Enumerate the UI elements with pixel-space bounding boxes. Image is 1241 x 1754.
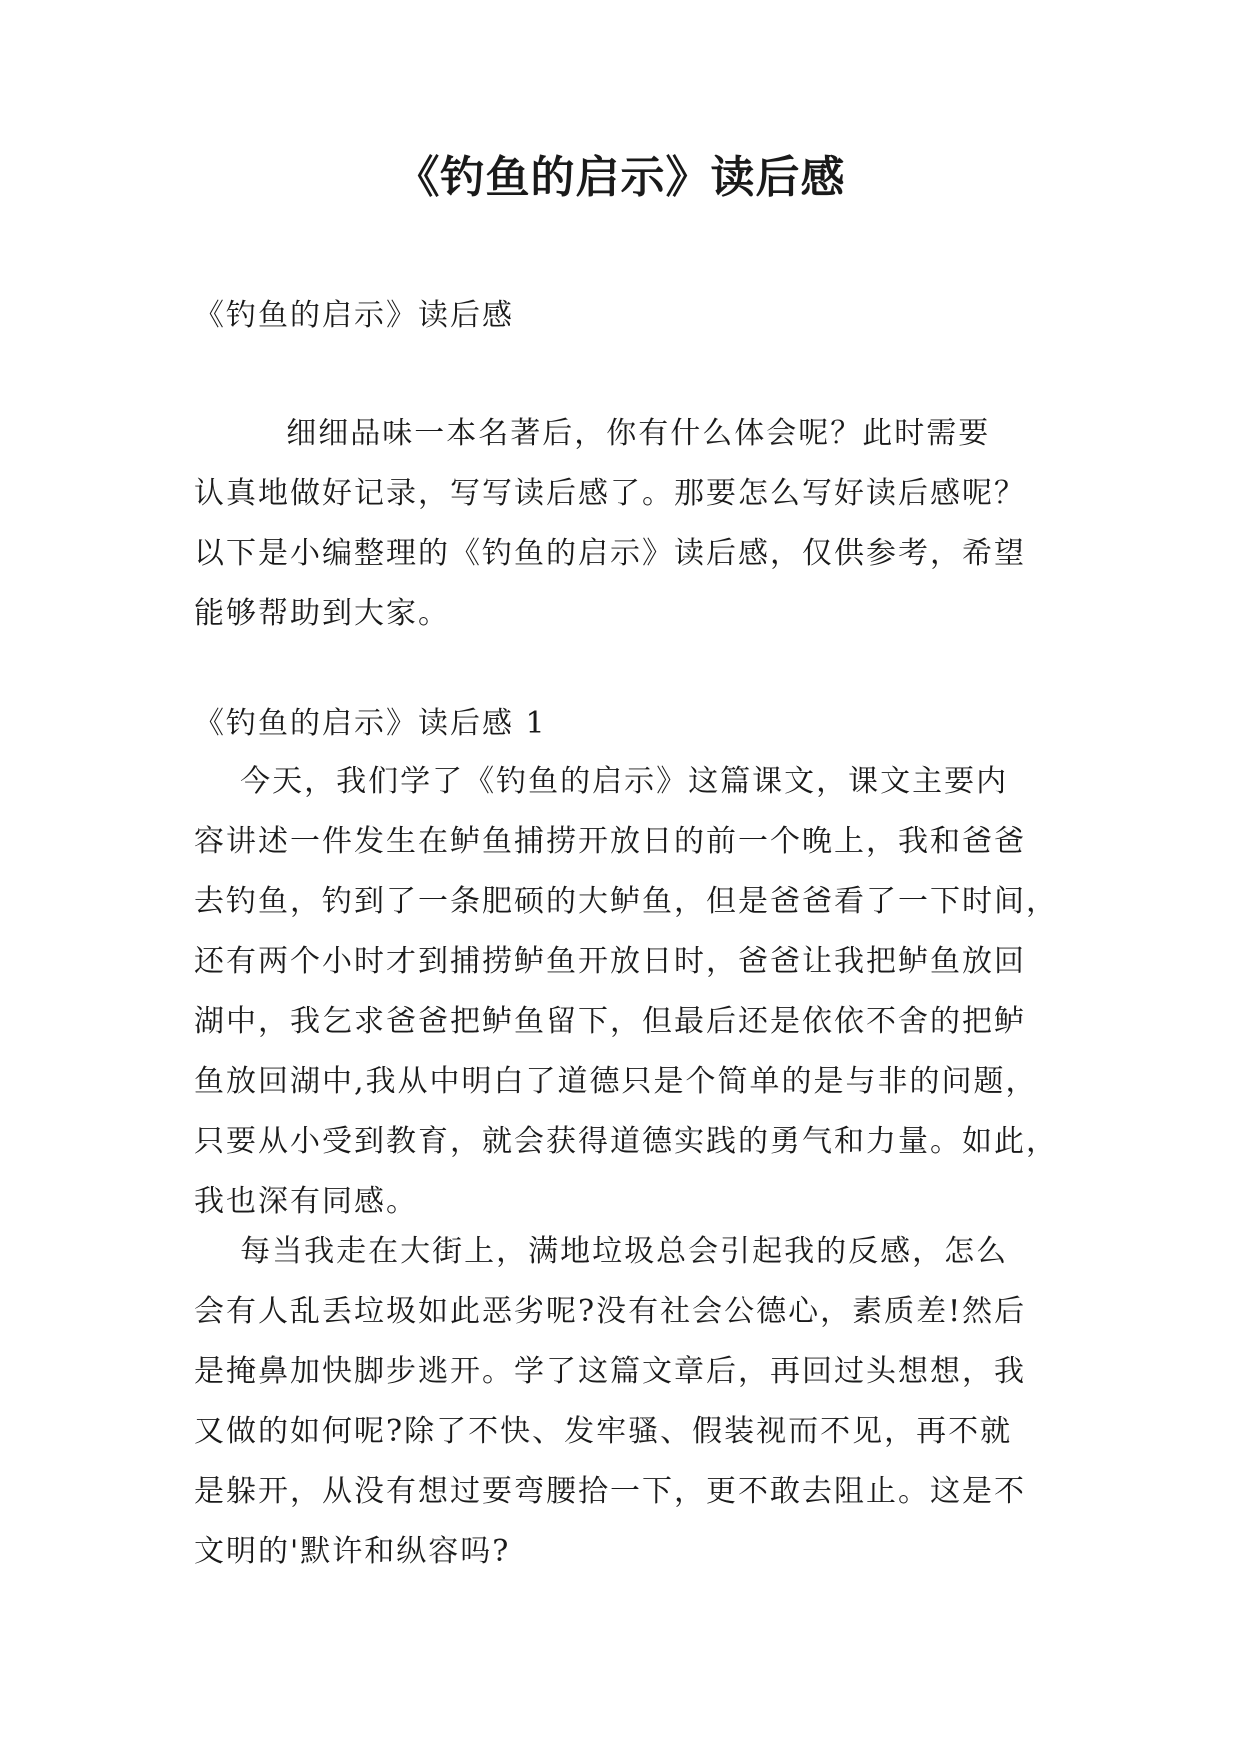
document-title: 《钓鱼的启示》读后感 <box>395 152 846 203</box>
paragraph-line: 还有两个小时才到捕捞鲈鱼开放日时，爸爸让我把鲈鱼放回 <box>194 944 1026 979</box>
paragraph-line: 鱼放回湖中,我从中明白了道德只是个简单的是与非的问题， <box>194 1064 1038 1099</box>
body-paragraph-1 <box>194 752 1058 1232</box>
paragraph-line: 文明的'默许和纵容吗? <box>194 1534 511 1569</box>
paragraph-line: 只要从小受到教育，就会获得道德实践的勇气和力量。如此， <box>194 1124 1058 1159</box>
body-paragraph-2 <box>194 1222 1052 1582</box>
paragraph-line: 去钓鱼，钓到了一条肥硕的大鲈鱼，但是爸爸看了一下时间， <box>194 884 1058 919</box>
paragraph-line: 会有人乱丢垃圾如此恶劣呢?没有社会公德心，素质差!然后 <box>194 1294 1027 1329</box>
paragraph-line: 今天，我们学了《钓鱼的启示》这篇课文，课文主要内 <box>194 764 1009 799</box>
paragraph-line: 我也深有同感。 <box>194 1184 418 1219</box>
paragraph-line: 湖中，我乞求爸爸把鲈鱼留下，但最后还是依依不舍的把鲈 <box>194 1004 1026 1039</box>
document-subtitle: 《钓鱼的启示》读后感 <box>194 298 514 333</box>
intro-line: 能够帮助到大家。 <box>194 596 450 631</box>
intro-line: 以下是小编整理的《钓鱼的启示》读后感，仅供参考，希望 <box>194 536 1026 571</box>
paragraph-line: 是掩鼻加快脚步逃开。学了这篇文章后，再回过头想想，我 <box>194 1354 1026 1389</box>
intro-line: 认真地做好记录，写写读后感了。那要怎么写好读后感呢？ <box>194 476 1026 511</box>
paragraph-line: 又做的如何呢?除了不快、发牢骚、假装视而不见，再不就 <box>194 1414 1013 1449</box>
paragraph-line: 容讲述一件发生在鲈鱼捕捞开放日的前一个晚上，我和爸爸 <box>194 824 1026 859</box>
intro-paragraph <box>194 404 1052 644</box>
section-heading: 《钓鱼的启示》读后感 1 <box>194 706 547 741</box>
paragraph-line: 每当我走在大街上，满地垃圾总会引起我的反感，怎么 <box>194 1234 1009 1269</box>
paragraph-line: 是躲开，从没有想过要弯腰拾一下，更不敢去阻止。这是不 <box>194 1474 1026 1509</box>
intro-line: 细细品味一本名著后，你有什么体会呢？此时需要 <box>194 416 991 451</box>
